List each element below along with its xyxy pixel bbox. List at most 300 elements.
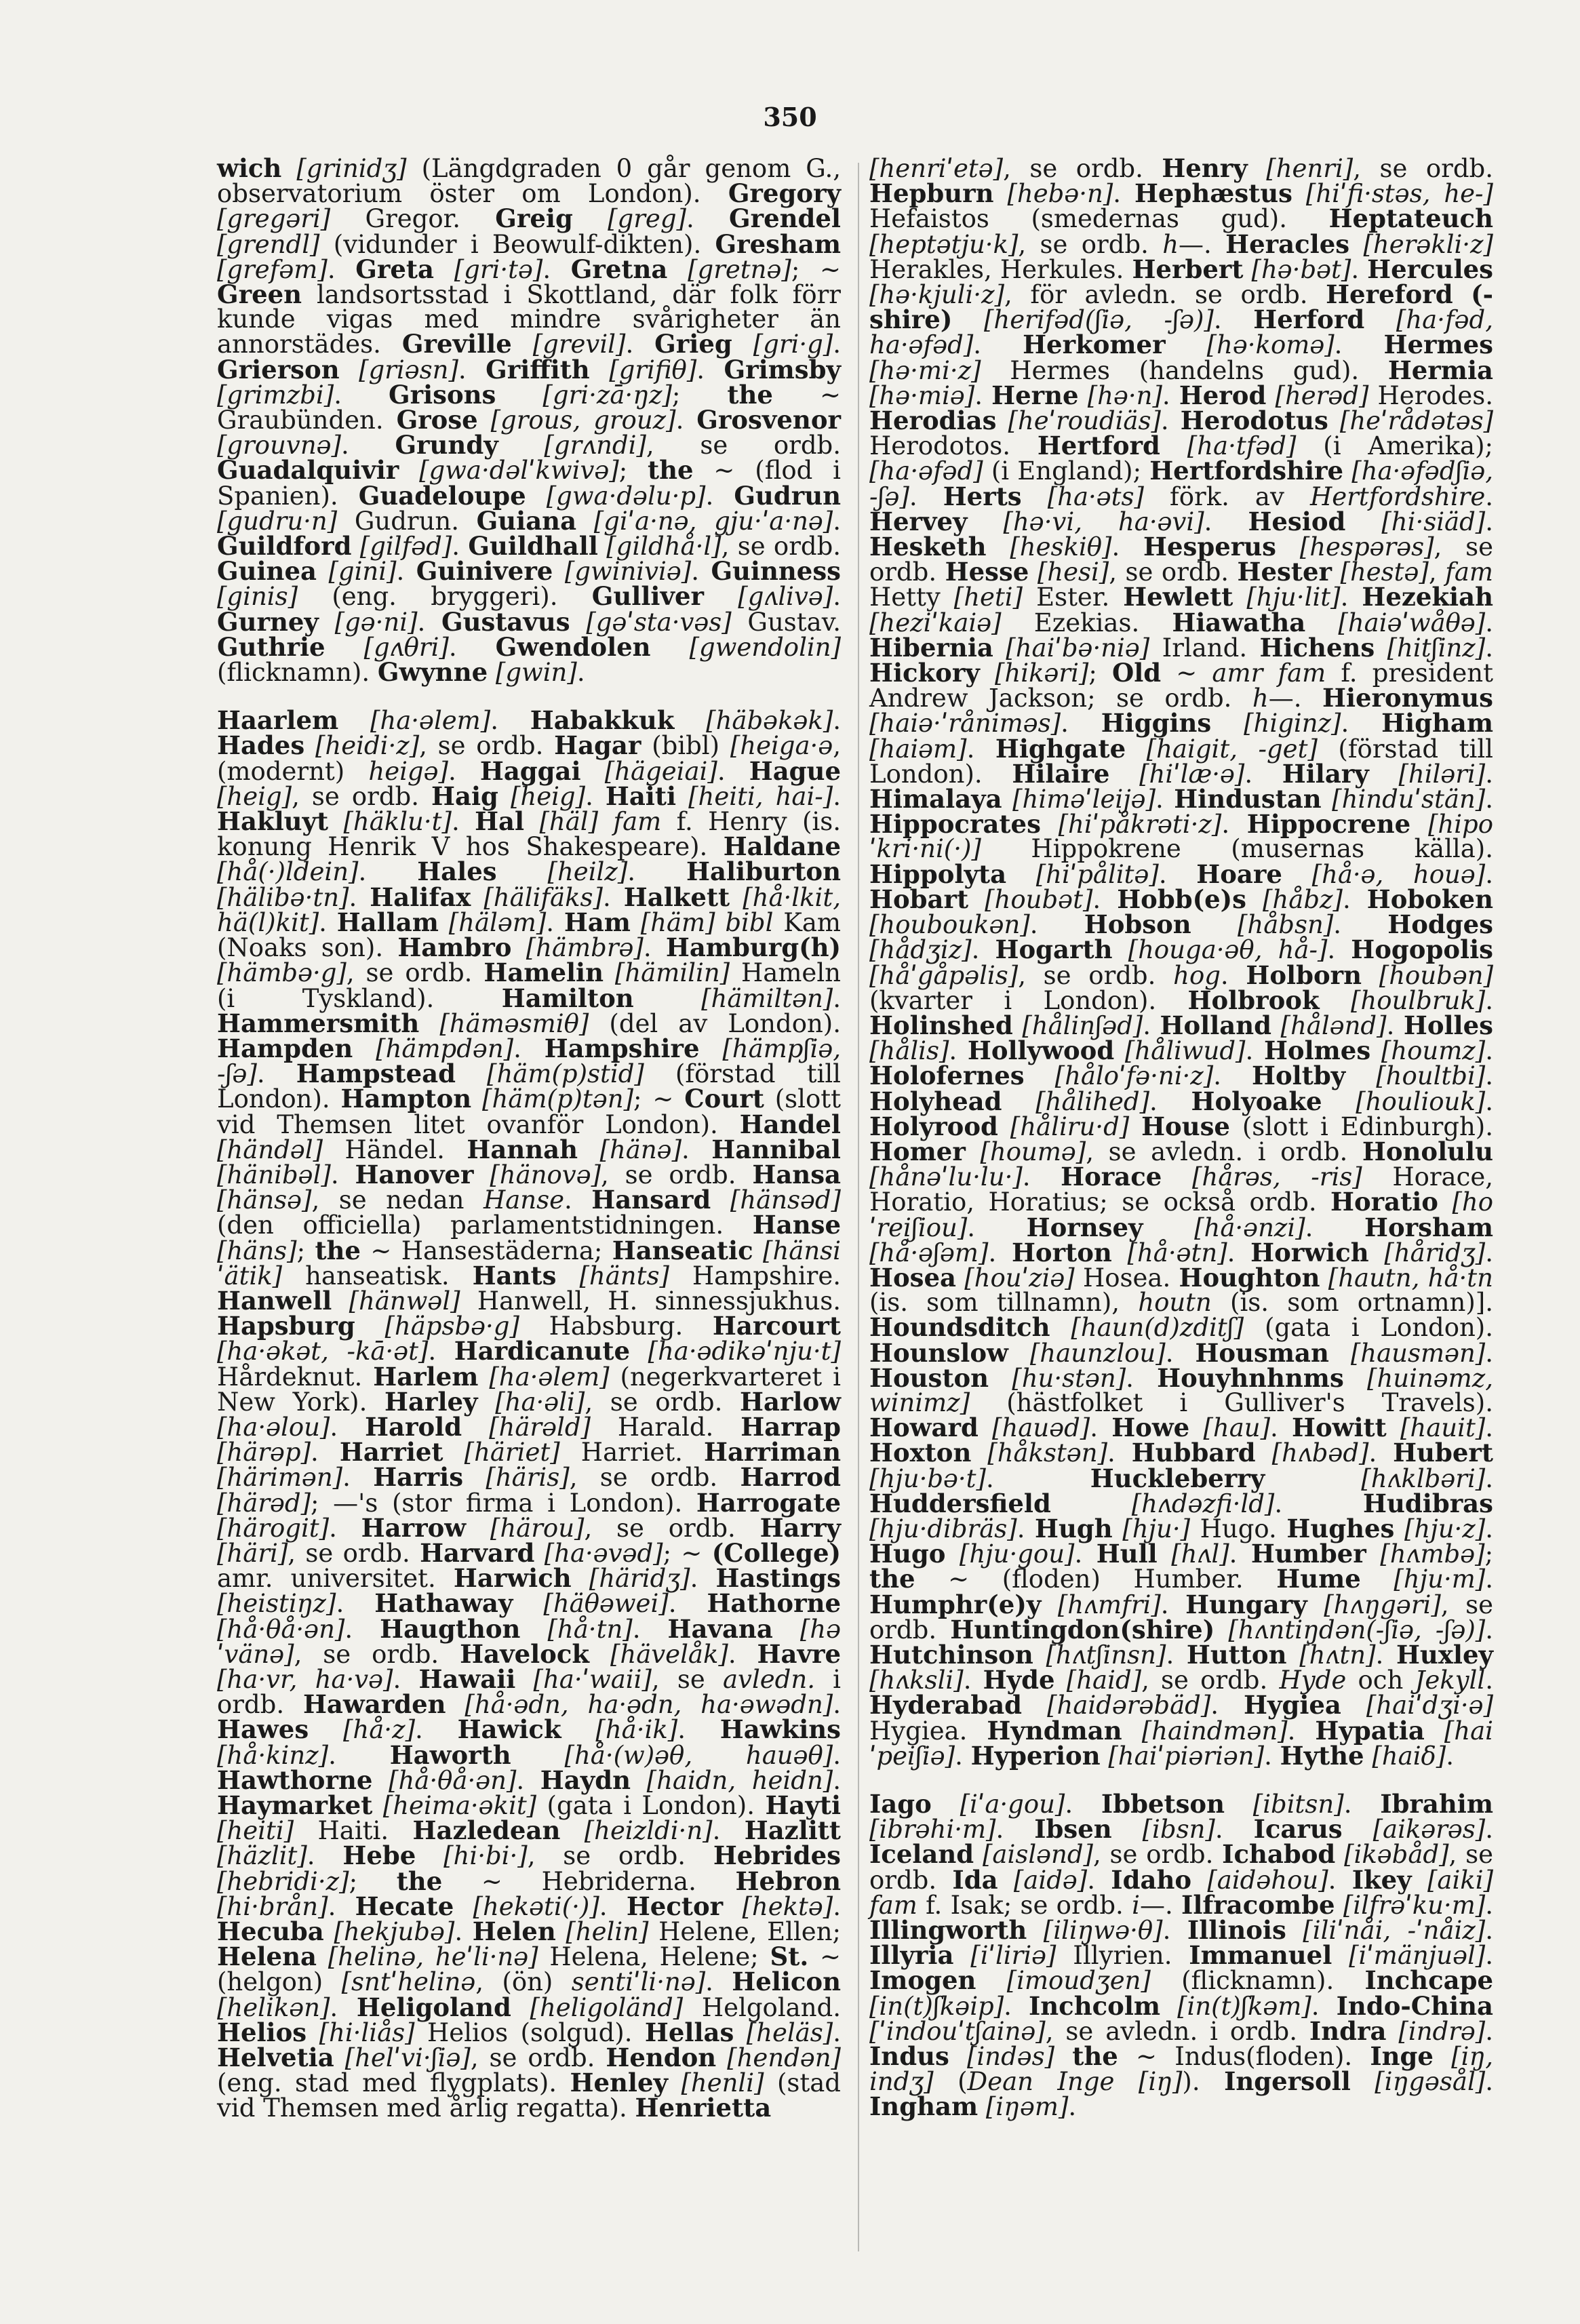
definition-text: .: [1485, 1916, 1494, 1946]
definition-text: , se ordb.: [869, 1840, 1493, 1895]
headword: Herts: [943, 481, 1022, 511]
pronunciation: [gilfəd]: [359, 532, 452, 562]
headword: wich: [217, 153, 282, 183]
headword: Himalaya: [869, 784, 1002, 814]
pronunciation: [gretnə]: [688, 254, 791, 284]
headword: Halkett: [623, 882, 730, 912]
definition-text: (stad vid Themsen med årlig regatta).: [217, 2068, 841, 2123]
definition-text: [1101, 1741, 1109, 1771]
headword: Humber: [1250, 1539, 1366, 1569]
headword: Holland: [1160, 1010, 1272, 1040]
headword: Harcourt: [712, 1311, 842, 1341]
definition-text: .: [728, 1639, 757, 1669]
headword: Horwich: [1250, 1237, 1369, 1267]
pronunciation: [hämilin]: [614, 958, 730, 988]
definition-text: .: [1305, 1213, 1364, 1242]
definition-text: .: [985, 1463, 1090, 1493]
entries-h-part-2: [869, 153, 1494, 1771]
pronunciation: [gini]: [328, 557, 397, 587]
definition-text: .: [833, 706, 842, 736]
pronunciation: hog: [1173, 960, 1221, 990]
headword: Hesperus: [1143, 532, 1276, 562]
definition-text: f. president Andrew Jackson; se ordb.: [869, 658, 1494, 713]
definition-text: .: [705, 481, 734, 511]
pronunciation: [hə·kjuli·z]: [869, 280, 1005, 310]
definition-text: .: [1287, 1716, 1316, 1746]
definition-text: (flicknamn).: [1150, 1966, 1365, 1996]
headword: Hathorne: [707, 1588, 842, 1619]
pronunciation: [ha·tfəd]: [1187, 431, 1297, 461]
headword: Hudibras: [1363, 1488, 1493, 1518]
pronunciation: [hiˈlæ·ə]: [1139, 759, 1245, 789]
headword: Hebrides: [713, 1840, 842, 1871]
headword: Guinea: [217, 556, 317, 587]
definition-text: .: [668, 1589, 707, 1619]
headword: Helen: [472, 1916, 556, 1947]
definition-text: ;: [1484, 1539, 1494, 1569]
pronunciation: [häri]: [217, 1538, 288, 1568]
pronunciation: [hå·z]: [342, 1715, 415, 1745]
definition-text: ;: [296, 1236, 315, 1265]
pronunciation: [häklu·t]: [343, 807, 452, 837]
pronunciation: [hʌŋgəri]: [1324, 1590, 1441, 1619]
headword: Gretna: [570, 254, 668, 284]
headword: Hypatia: [1315, 1715, 1425, 1746]
definition-text: .: [712, 1816, 745, 1846]
definition-text: .: [1074, 1539, 1097, 1569]
pronunciation: [häm(p)stid]: [487, 1059, 644, 1089]
headword: Ichabod: [1222, 1839, 1336, 1870]
headword: Hague: [749, 755, 841, 786]
right-column: [869, 153, 1494, 2122]
pronunciation: [heima·əkit]: [382, 1791, 537, 1820]
pronunciation: [ha·fəd, ha·əfəd]: [869, 305, 1493, 360]
headword: Ikey: [1351, 1864, 1412, 1895]
headword: Handel: [739, 1109, 841, 1139]
definition-text: , se ordb.: [569, 1463, 740, 1493]
headword: the: [648, 455, 694, 486]
headword: Hawaii: [418, 1663, 516, 1694]
headword: Hebe: [342, 1840, 416, 1871]
pronunciation: [herəkli·z]: [1363, 229, 1493, 259]
headword: Guiana: [476, 505, 577, 536]
pronunciation: [heidi·z]: [315, 731, 420, 761]
definition-text: .: [576, 658, 585, 688]
definition-text: .: [256, 1059, 296, 1089]
headword: Hounslow: [869, 1337, 1008, 1368]
definition-text: [488, 658, 496, 687]
headword: Heligoland: [356, 1992, 511, 2022]
headword: Howe: [1111, 1413, 1190, 1443]
headword: Haugthon: [380, 1613, 521, 1644]
headword: Hythe: [1280, 1740, 1364, 1771]
definition-text: .: [1446, 1741, 1455, 1771]
definition-text: .: [513, 1033, 545, 1063]
headword: Hoxton: [869, 1438, 972, 1468]
definition-text: ~ (flod i Spanien).: [217, 456, 842, 511]
pronunciation: [houmə]: [980, 1137, 1086, 1166]
pronunciation: [hestə]: [1340, 557, 1429, 587]
definition-text: .: [1485, 759, 1493, 789]
pronunciation: [gwiniviə]: [564, 557, 692, 587]
pronunciation: [ha·ədikəˈnju·t]: [648, 1337, 841, 1366]
pronunciation: [herəd]: [1275, 380, 1369, 410]
headword: Hyderabad: [869, 1690, 1023, 1720]
definition-text: (is. som tillnamn),: [869, 1288, 1139, 1318]
pronunciation: [hʌntiŋdən(-ʃiə, -ʃə)]: [1228, 1615, 1486, 1644]
pronunciation: [gʌθri]: [363, 632, 449, 662]
definition-text: .: [546, 907, 564, 937]
pronunciation: [in(t)ʃkəm]: [1177, 1991, 1311, 2021]
definition-text: , se ordb.: [1141, 1666, 1280, 1695]
pronunciation: [heiga·ə: [730, 731, 833, 761]
pronunciation: [hiˈpåkrəti·z]: [1058, 810, 1222, 840]
headword: Habakkuk: [530, 705, 675, 736]
headword: Hutton: [1186, 1639, 1287, 1670]
headword: Haig: [431, 781, 498, 811]
definition-text: Herodotos.: [869, 431, 1038, 461]
pronunciation: [hå·θå·ən]: [389, 1765, 517, 1795]
definition-text: ; ~: [633, 1084, 685, 1114]
headword: Hakluyt: [217, 806, 329, 837]
definition-text: förk. av: [1143, 481, 1310, 511]
pronunciation: [heiti, hai-]: [688, 781, 833, 811]
headword: Hallam: [336, 907, 439, 937]
pronunciation: [iliŋwə·θ]: [1043, 1916, 1163, 1946]
definition-text: ;: [349, 1866, 397, 1896]
definition-text: .: [1327, 935, 1351, 965]
pronunciation: amr fam: [1212, 658, 1326, 688]
headword: Huntingdon(shire): [950, 1614, 1215, 1644]
definition-text: .: [1311, 1991, 1337, 2021]
pronunciation: [helinə, heˈli·nə]: [328, 1942, 538, 1972]
headword: Hertfordshire: [1149, 456, 1344, 486]
definition-text: (gata i London).: [1244, 1313, 1494, 1343]
headword: Idaho: [1111, 1864, 1192, 1895]
headword: Hilary: [1282, 758, 1369, 789]
definition-text: .: [599, 1891, 627, 1921]
definition-text: .: [1068, 2092, 1077, 2122]
headword: Hull: [1096, 1539, 1158, 1569]
headword: the: [869, 1564, 915, 1594]
definition-text: .: [344, 1614, 380, 1644]
definition-text: —.: [1268, 684, 1322, 713]
headword: Hecate: [355, 1891, 454, 1921]
definition-text: .: [1166, 1640, 1187, 1670]
pronunciation: [hänsiˈätik]: [217, 1236, 841, 1291]
pronunciation: [griəsn]: [359, 355, 458, 385]
definition-text: .: [677, 1715, 720, 1745]
definition-text: .: [949, 1036, 968, 1066]
definition-text: .: [1143, 1010, 1160, 1040]
pronunciation: [härimən]: [217, 1463, 343, 1493]
definition-text: .: [417, 607, 442, 637]
headword: Houghton: [1179, 1262, 1320, 1293]
pronunciation: [greg]: [608, 204, 686, 234]
pronunciation: [heig]: [217, 781, 292, 811]
definition-text: .: [1214, 1815, 1254, 1845]
pronunciation: [gwendolin]: [689, 632, 842, 662]
left-column: [217, 153, 842, 2123]
pronunciation: [hiləri]: [1398, 759, 1486, 789]
definition-text: .: [1485, 481, 1494, 511]
pronunciation: [grimzbi]: [217, 380, 334, 410]
definition-text: .: [458, 355, 486, 385]
headword: Ilfracombe: [1181, 1889, 1335, 1920]
definition-text: .: [1351, 254, 1368, 284]
pronunciation: [higinz]: [1244, 709, 1341, 738]
headword: Hendon: [606, 2043, 717, 2073]
headword: Hamburg(h): [665, 932, 841, 963]
headword: Henley: [570, 2068, 668, 2098]
pronunciation: [houbən]: [1379, 960, 1493, 990]
pronunciation: heigə]: [368, 756, 448, 786]
definition-text: .: [833, 1765, 841, 1795]
headword: Harrap: [740, 1411, 841, 1442]
pronunciation: [hålis]: [869, 1036, 949, 1066]
definition-text: ; ~: [791, 254, 841, 284]
definition-text: .: [1485, 1666, 1493, 1695]
pronunciation: [hju·m]: [1394, 1564, 1486, 1594]
pronunciation: [härəp]: [217, 1438, 311, 1468]
definition-text: .: [451, 807, 475, 837]
pronunciation: [haigit, -get]: [1146, 734, 1318, 764]
pronunciation: [hå·ətn]: [1127, 1238, 1227, 1267]
headword: House: [1141, 1111, 1230, 1141]
pronunciation: fam: [613, 807, 662, 837]
pronunciation: [hə·komə]: [1206, 330, 1335, 360]
headword: Havelock: [460, 1638, 590, 1669]
headword: Hugh: [1035, 1513, 1113, 1543]
pronunciation: [hänwəl]: [349, 1286, 460, 1316]
definition-text: .: [1485, 2067, 1493, 2097]
definition-text: .: [1107, 1438, 1132, 1468]
headword: Hornsey: [1026, 1212, 1143, 1242]
pronunciation: [hesi]: [1037, 557, 1109, 587]
definition-text: .: [1485, 1615, 1494, 1644]
definition-text: .: [396, 557, 416, 587]
headword: Higham: [1381, 708, 1493, 738]
definition-text: .: [1213, 305, 1254, 335]
definition-text: .: [1485, 608, 1494, 637]
headword: Hastings: [715, 1563, 841, 1594]
headword: Iceland: [869, 1839, 974, 1870]
definition-text: .: [1160, 1590, 1186, 1619]
headword: Hungary: [1185, 1589, 1307, 1619]
headword: Guinness: [711, 556, 841, 587]
definition-text: , se ordb.: [1003, 154, 1162, 183]
headword: Herkomer: [1023, 330, 1166, 360]
definition-text: Ester.: [1023, 583, 1124, 612]
pronunciation: [hänə]: [599, 1135, 682, 1164]
definition-text: Horace, Horatio, Horatius; se också ordb.: [869, 1162, 1493, 1217]
definition-text: .: [966, 734, 995, 764]
definition-text: .: [1334, 330, 1384, 360]
definition-text: , se ordb.: [601, 1160, 753, 1189]
definition-text: ;: [671, 380, 728, 410]
pronunciation: [grendl]: [217, 229, 320, 259]
definition-text: (eng. stad med flygplats).: [217, 2068, 570, 2098]
definition-text: (Längdgraden 0 går genom G., observatorium öster om London).: [217, 154, 842, 209]
headword: Huxley: [1396, 1639, 1493, 1670]
definition-text: .: [1162, 1916, 1187, 1946]
definition-text: (negerkvarteret i New York).: [217, 1362, 841, 1417]
headword: Haydn: [540, 1765, 631, 1795]
pronunciation: [houliouk]: [1356, 1086, 1486, 1116]
headword: Hardicanute: [454, 1336, 630, 1366]
definition-text: (gata i London).: [536, 1791, 766, 1820]
pronunciation: h: [1252, 684, 1269, 713]
headword: Inchcolm: [1028, 1990, 1161, 2021]
pronunciation: [hju·z]: [1404, 1514, 1486, 1543]
pronunciation: [houmz]: [1381, 1036, 1486, 1066]
headword: Hampshire: [544, 1033, 700, 1063]
definition-text: Hameln (i Tyskland).: [217, 958, 841, 1013]
headword: Ham: [564, 907, 631, 937]
definition-text: f. Isak; se ordb.: [917, 1890, 1132, 1920]
headword: Henry: [1162, 153, 1248, 183]
pronunciation: [aikərəs]: [1372, 1815, 1486, 1845]
headword: Imogen: [869, 1965, 976, 1996]
headword: Holbrook: [1187, 985, 1320, 1015]
headword: Ingersoll: [1224, 2066, 1351, 2097]
headword: Hereford: [1326, 279, 1453, 310]
pronunciation: [hå·tn]: [547, 1614, 633, 1644]
pronunciation: [häriet]: [464, 1438, 560, 1468]
definition-text: .: [448, 756, 480, 786]
headword: Holofernes: [869, 1061, 1025, 1091]
definition-text: [1351, 2067, 1375, 2096]
definition-text: .: [1485, 507, 1494, 536]
definition-text: ~ (floden) Humber.: [915, 1564, 1277, 1594]
pronunciation: [helikən]: [217, 1992, 330, 2022]
pronunciation: [hʌksli]: [869, 1666, 964, 1695]
pronunciation: [huinəmz, winimz]: [869, 1363, 1494, 1417]
definition-text: .: [1156, 785, 1174, 814]
definition-text: .: [358, 857, 418, 887]
headword: Hazlitt: [744, 1815, 841, 1846]
definition-text: .: [1264, 1741, 1280, 1771]
pronunciation: [hi·liås]: [319, 2017, 415, 2047]
pronunciation: [houˈziə]: [964, 1263, 1075, 1293]
definition-text: .: [974, 380, 992, 410]
headword: Herford: [1253, 304, 1365, 335]
pronunciation: [härou]: [490, 1513, 585, 1543]
headword: Hebron: [735, 1866, 841, 1896]
headword: Hodges: [1387, 909, 1493, 940]
definition-text: , se ordb.: [646, 431, 841, 460]
definition-text: .: [1165, 1338, 1196, 1368]
headword: Honolulu: [1362, 1136, 1493, 1166]
headword: Hume: [1276, 1564, 1361, 1594]
pronunciation: [iˈmänjuəl]: [1349, 1941, 1486, 1971]
definition-text: ).: [1182, 2067, 1225, 2097]
definition-text: .: [1022, 1162, 1061, 1192]
headword: Gresham: [715, 229, 841, 259]
headword: Guildford: [217, 531, 352, 562]
definition-text: i ordb.: [217, 1664, 841, 1720]
headword: Hanse: [752, 1210, 841, 1240]
definition-text: .: [1061, 709, 1101, 738]
definition-text: .: [452, 532, 469, 562]
headword: Hal: [475, 806, 525, 837]
pronunciation: [houlbruk]: [1350, 985, 1486, 1015]
headword: Hampstead: [296, 1059, 456, 1089]
definition-text: .: [328, 1740, 390, 1770]
definition-text: .: [585, 781, 606, 811]
definition-text: .: [833, 781, 842, 811]
definition-text: .: [327, 254, 356, 284]
pronunciation: [håridʒ]: [1384, 1238, 1486, 1267]
definition-text: .: [643, 933, 666, 963]
definition-text: , se ordb.: [419, 731, 555, 761]
definition-text: Irland.: [1149, 633, 1260, 663]
definition-text: Gudrun.: [337, 506, 477, 536]
pronunciation: [hå(·)ldein]: [217, 857, 359, 887]
page-number: 350: [763, 102, 817, 132]
pronunciation: [gə·ni]: [334, 607, 418, 637]
headword: Holmes: [1263, 1036, 1371, 1066]
headword: Howard: [869, 1413, 979, 1443]
definition-text: (i Amerika);: [1296, 431, 1493, 461]
headword: Harlem: [373, 1361, 479, 1392]
definition-text: .: [1111, 532, 1144, 562]
definition-text: (eng. bryggeri).: [298, 582, 592, 612]
headword: Ibrahim: [1380, 1789, 1493, 1819]
headword: Haldane: [723, 831, 841, 862]
headword: Heracles: [1225, 229, 1350, 259]
pronunciation: bibl: [725, 907, 774, 937]
definition-text: [1364, 1741, 1372, 1771]
definition-text: .: [717, 756, 749, 786]
definition-text: .: [415, 1715, 458, 1745]
headword: Holtby: [1252, 1061, 1346, 1091]
headword: Hawkins: [719, 1714, 841, 1745]
pronunciation: [hämbrə]: [526, 933, 644, 963]
definition-text: .: [340, 431, 395, 460]
headword: Grierson: [217, 354, 340, 385]
pronunciation: [grʌndi]: [544, 431, 646, 460]
pronunciation: [hju·bə·t]: [869, 1463, 986, 1493]
headword: Gurney: [217, 606, 319, 637]
entries-i: [869, 1789, 1494, 2122]
pronunciation: Jekyll: [1415, 1666, 1486, 1695]
pronunciation: [ha·əvəd]: [544, 1538, 663, 1568]
definition-text: Helios (solgud).: [414, 2017, 645, 2047]
headword: Hilaire: [1012, 758, 1110, 789]
pronunciation: [grouvnə]: [217, 431, 341, 460]
headword: Hapsburg: [217, 1311, 355, 1341]
definition-text: (slott i Edinburgh).: [1229, 1111, 1493, 1141]
definition-text: .: [833, 582, 841, 612]
pronunciation: [hʌtn]: [1299, 1640, 1376, 1670]
pronunciation: [häns]: [217, 1236, 297, 1265]
definition-text: .: [311, 1438, 340, 1468]
definition-text: , se nedan: [311, 1185, 483, 1215]
definition-text: [651, 633, 690, 662]
headword: Helena: [217, 1942, 317, 1972]
definition-text: .: [1092, 884, 1118, 914]
headword: Houston: [869, 1362, 989, 1393]
pronunciation: [händəl]: [217, 1135, 323, 1164]
definition-text: —.: [1179, 229, 1226, 259]
definition-text: , (ön): [475, 1967, 572, 1997]
pronunciation: [heti]: [953, 583, 1023, 612]
definition-text: , se ordb.: [1109, 557, 1238, 587]
headword: Immanuel: [1189, 1940, 1332, 1971]
definition-text: .: [1087, 1865, 1111, 1895]
definition-text: .: [1229, 1539, 1251, 1569]
